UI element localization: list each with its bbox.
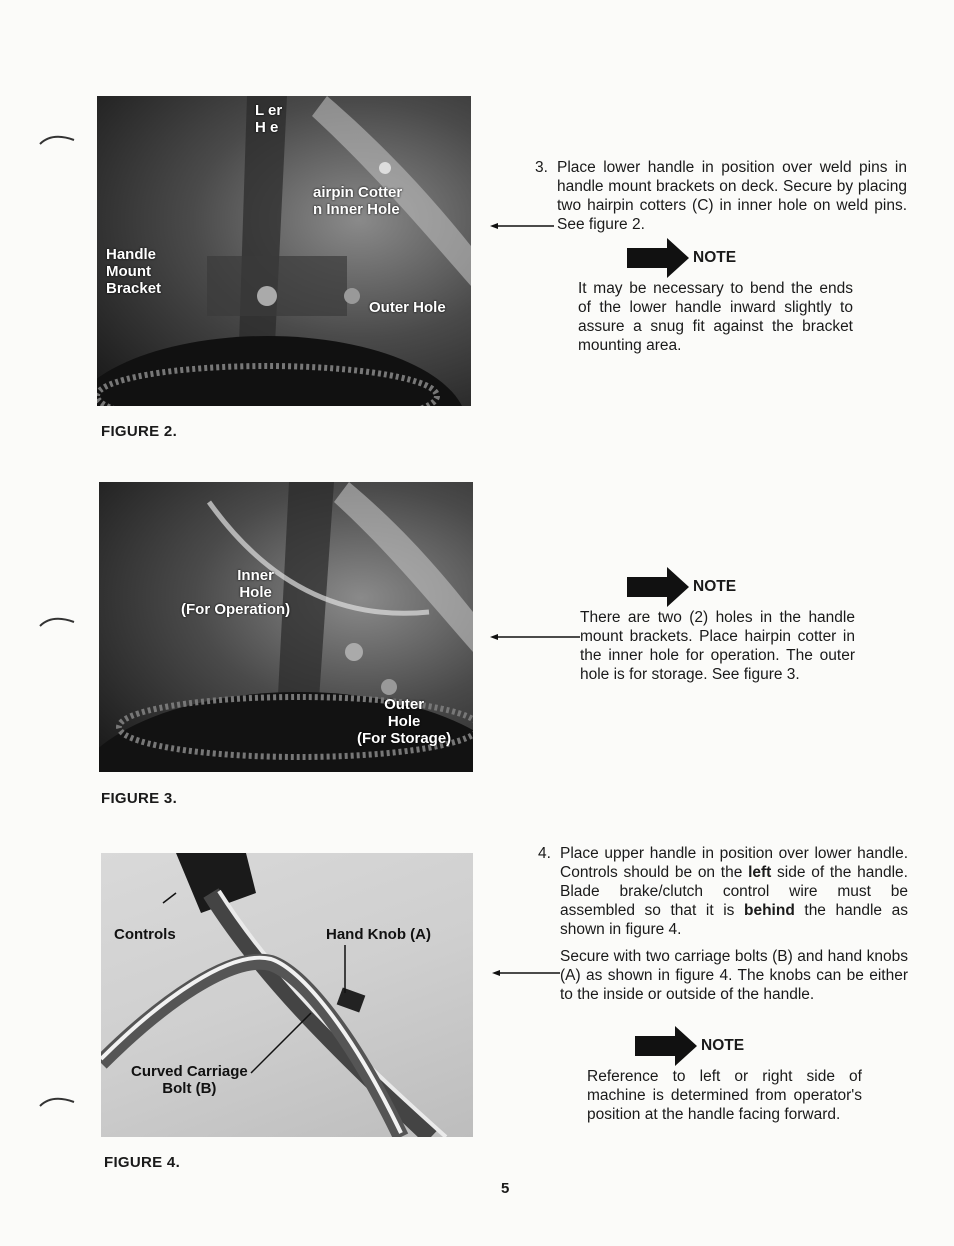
note-3-text: Reference to left or right side of machine is determined from operator's position at the handle facing forward.: [587, 1068, 862, 1123]
figure-3-photo: [99, 482, 473, 772]
label-outer-hole: Outer Hole (For Storage): [357, 696, 452, 747]
label-controls: Controls: [114, 926, 176, 943]
label-handle-mount-bracket: Handle Mount Bracket: [106, 246, 162, 297]
margin-mark: [38, 1094, 78, 1108]
margin-mark: [38, 614, 78, 628]
label-hairpin-cotter: airpin Cotter n Inner Hole: [313, 184, 403, 218]
pointer-arrow: [490, 632, 580, 642]
note-arrow-icon: [635, 1026, 699, 1066]
step-4-paragraph-1: Place upper handle in position over lower handle. Controls should be on the left side of the handle. Blade brake/clutch control wire must be assembled so that it is behind the handle as shown in figure 4.: [560, 845, 908, 938]
label-hand-knob: Hand Knob (A): [326, 926, 431, 943]
note-heading: NOTE: [635, 1026, 775, 1066]
note-arrow-icon: [627, 567, 691, 607]
note-1-text: It may be necessary to bend the ends of the lower handle inward slightly to assure a snug fit against the bracket mounting area.: [578, 280, 853, 354]
figure-4-photo: [101, 853, 473, 1137]
step-number: 4.: [538, 845, 551, 862]
page-number: 5: [501, 1180, 510, 1197]
label-inner-hole: Inner Hole (For Operation): [181, 567, 291, 618]
label-curved-carriage-bolt: Curved Carriage Bolt (B): [131, 1063, 248, 1097]
note-arrow-icon: [627, 238, 691, 278]
note-heading: NOTE: [627, 567, 767, 607]
margin-mark: [38, 132, 78, 146]
pointer-arrow: [492, 968, 560, 978]
step-4: [538, 844, 908, 1004]
figure-2-photo: [97, 96, 471, 406]
note-heading: NOTE: [627, 238, 767, 278]
step-4-paragraph-2: Secure with two carriage bolts (B) and hand knobs (A) as shown in figure 4. The knobs can be either to the inside or outside of the handle.: [560, 948, 908, 1003]
figure-2-caption: FIGURE 2.: [101, 423, 178, 440]
note-2-text: There are two (2) holes in the handle mount brackets. Place hairpin cotter in the inner hole for operation. The outer hole is for storage. See figure 3.: [580, 609, 855, 683]
step-3: [535, 158, 907, 234]
label-lower-handle: L er H e: [255, 102, 283, 136]
figure-4-caption: FIGURE 4.: [104, 1154, 181, 1171]
label-outer-hole: Outer Hole: [369, 299, 446, 316]
figure-3-caption: FIGURE 3.: [101, 790, 178, 807]
step-number: 3.: [535, 159, 548, 176]
step-text: Place lower handle in position over weld pins in handle mount brackets on deck. Secure by placing two hairpin cotters (C) in inner hole on weld pins. See figure 2.: [557, 159, 907, 233]
